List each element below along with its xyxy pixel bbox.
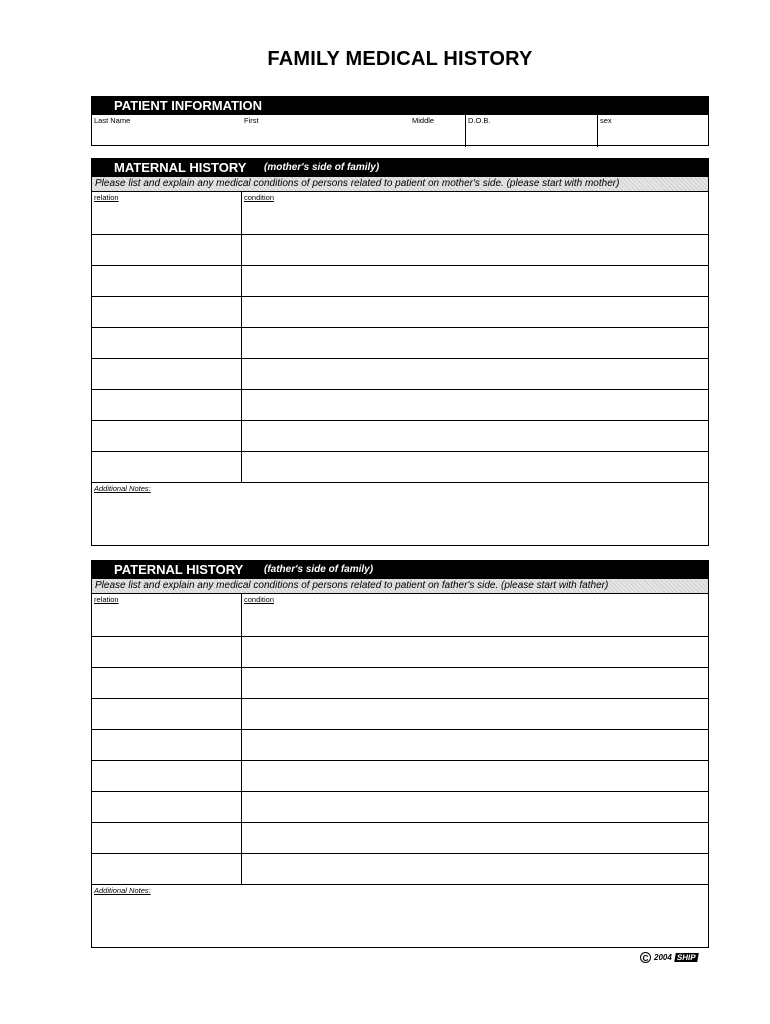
relation-column-label: relation — [94, 193, 119, 202]
table-row — [92, 854, 708, 885]
condition-field[interactable] — [242, 328, 708, 358]
copyright-year: 2004 — [654, 953, 672, 962]
page-title: FAMILY MEDICAL HISTORY — [267, 48, 533, 70]
relation-field[interactable] — [92, 668, 242, 698]
maternal-notes-label: Additional Notes: — [94, 484, 151, 493]
condition-field[interactable] — [242, 452, 708, 482]
relation-field[interactable] — [92, 823, 242, 853]
paternal-notes-field[interactable] — [92, 885, 708, 947]
first-name-field[interactable] — [242, 115, 410, 147]
table-row — [92, 421, 708, 452]
patient-information-header: PATIENT INFORMATION — [92, 97, 708, 115]
maternal-history-subtitle: (mother's side of family) — [264, 162, 380, 173]
condition-field[interactable] — [242, 854, 708, 884]
table-row — [92, 192, 708, 235]
condition-field[interactable] — [242, 730, 708, 760]
table-row — [92, 823, 708, 854]
condition-column-label: condition — [244, 193, 275, 202]
table-row — [92, 637, 708, 668]
table-row — [92, 359, 708, 390]
relation-field[interactable] — [92, 730, 242, 760]
paternal-notes-label: Additional Notes: — [94, 886, 151, 895]
maternal-instructions: Please list and explain any medical conditions of persons related to patient on mother's side. (please start with mother) — [92, 177, 708, 192]
publisher-logo: SHIP — [676, 953, 697, 962]
condition-field[interactable] — [242, 594, 708, 636]
dob-label: D.O.B. — [468, 116, 491, 125]
table-row — [92, 668, 708, 699]
condition-field[interactable] — [242, 421, 708, 451]
relation-field[interactable] — [92, 359, 242, 389]
table-row — [92, 266, 708, 297]
middle-name-label: Middle — [412, 116, 435, 125]
table-row — [92, 761, 708, 792]
last-name-label: Last Name — [94, 116, 131, 125]
condition-field[interactable] — [242, 699, 708, 729]
condition-field[interactable] — [242, 761, 708, 791]
maternal-notes-field[interactable] — [92, 483, 708, 545]
condition-field[interactable] — [242, 823, 708, 853]
relation-field[interactable] — [92, 594, 242, 636]
copyright-notice — [640, 952, 697, 963]
condition-field[interactable] — [242, 390, 708, 420]
relation-field[interactable] — [92, 699, 242, 729]
table-row — [92, 594, 708, 637]
table-row — [92, 328, 708, 359]
relation-field[interactable] — [92, 637, 242, 667]
table-row — [92, 297, 708, 328]
table-row — [92, 452, 708, 483]
relation-field[interactable] — [92, 328, 242, 358]
condition-field[interactable] — [242, 192, 708, 234]
condition-field[interactable] — [242, 235, 708, 265]
middle-name-field[interactable] — [410, 115, 466, 147]
relation-field[interactable] — [92, 266, 242, 296]
condition-field[interactable] — [242, 792, 708, 822]
last-name-field[interactable] — [92, 115, 242, 147]
paternal-history-header — [92, 561, 708, 579]
relation-field[interactable] — [92, 854, 242, 884]
condition-field[interactable] — [242, 359, 708, 389]
condition-field[interactable] — [242, 297, 708, 327]
table-row — [92, 730, 708, 761]
condition-field[interactable] — [242, 637, 708, 667]
table-row — [92, 235, 708, 266]
relation-field[interactable] — [92, 792, 242, 822]
relation-field[interactable] — [92, 235, 242, 265]
condition-field[interactable] — [242, 668, 708, 698]
patient-information-section — [91, 96, 709, 146]
paternal-instructions: Please list and explain any medical conditions of persons related to patient on father's side. (please start with father) — [92, 579, 708, 594]
patient-fields-row — [92, 115, 708, 147]
copyright-icon: C — [640, 952, 651, 963]
dob-field[interactable] — [466, 115, 598, 147]
relation-field[interactable] — [92, 761, 242, 791]
sex-label: sex — [600, 116, 612, 125]
paternal-history-section — [91, 560, 709, 948]
relation-field[interactable] — [92, 297, 242, 327]
relation-field[interactable] — [92, 192, 242, 234]
relation-field[interactable] — [92, 452, 242, 482]
table-row — [92, 699, 708, 730]
first-name-label: First — [244, 116, 259, 125]
maternal-history-header — [92, 159, 708, 177]
condition-column-label: condition — [244, 595, 275, 604]
relation-field[interactable] — [92, 421, 242, 451]
paternal-history-subtitle: (father's side of family) — [264, 564, 374, 575]
maternal-history-section — [91, 158, 709, 546]
table-row — [92, 792, 708, 823]
relation-column-label: relation — [94, 595, 119, 604]
table-row — [92, 390, 708, 421]
paternal-history-title: PATERNAL HISTORY — [114, 562, 244, 577]
relation-field[interactable] — [92, 390, 242, 420]
sex-field[interactable] — [598, 115, 708, 147]
condition-field[interactable] — [242, 266, 708, 296]
maternal-history-title: MATERNAL HISTORY — [114, 160, 247, 175]
